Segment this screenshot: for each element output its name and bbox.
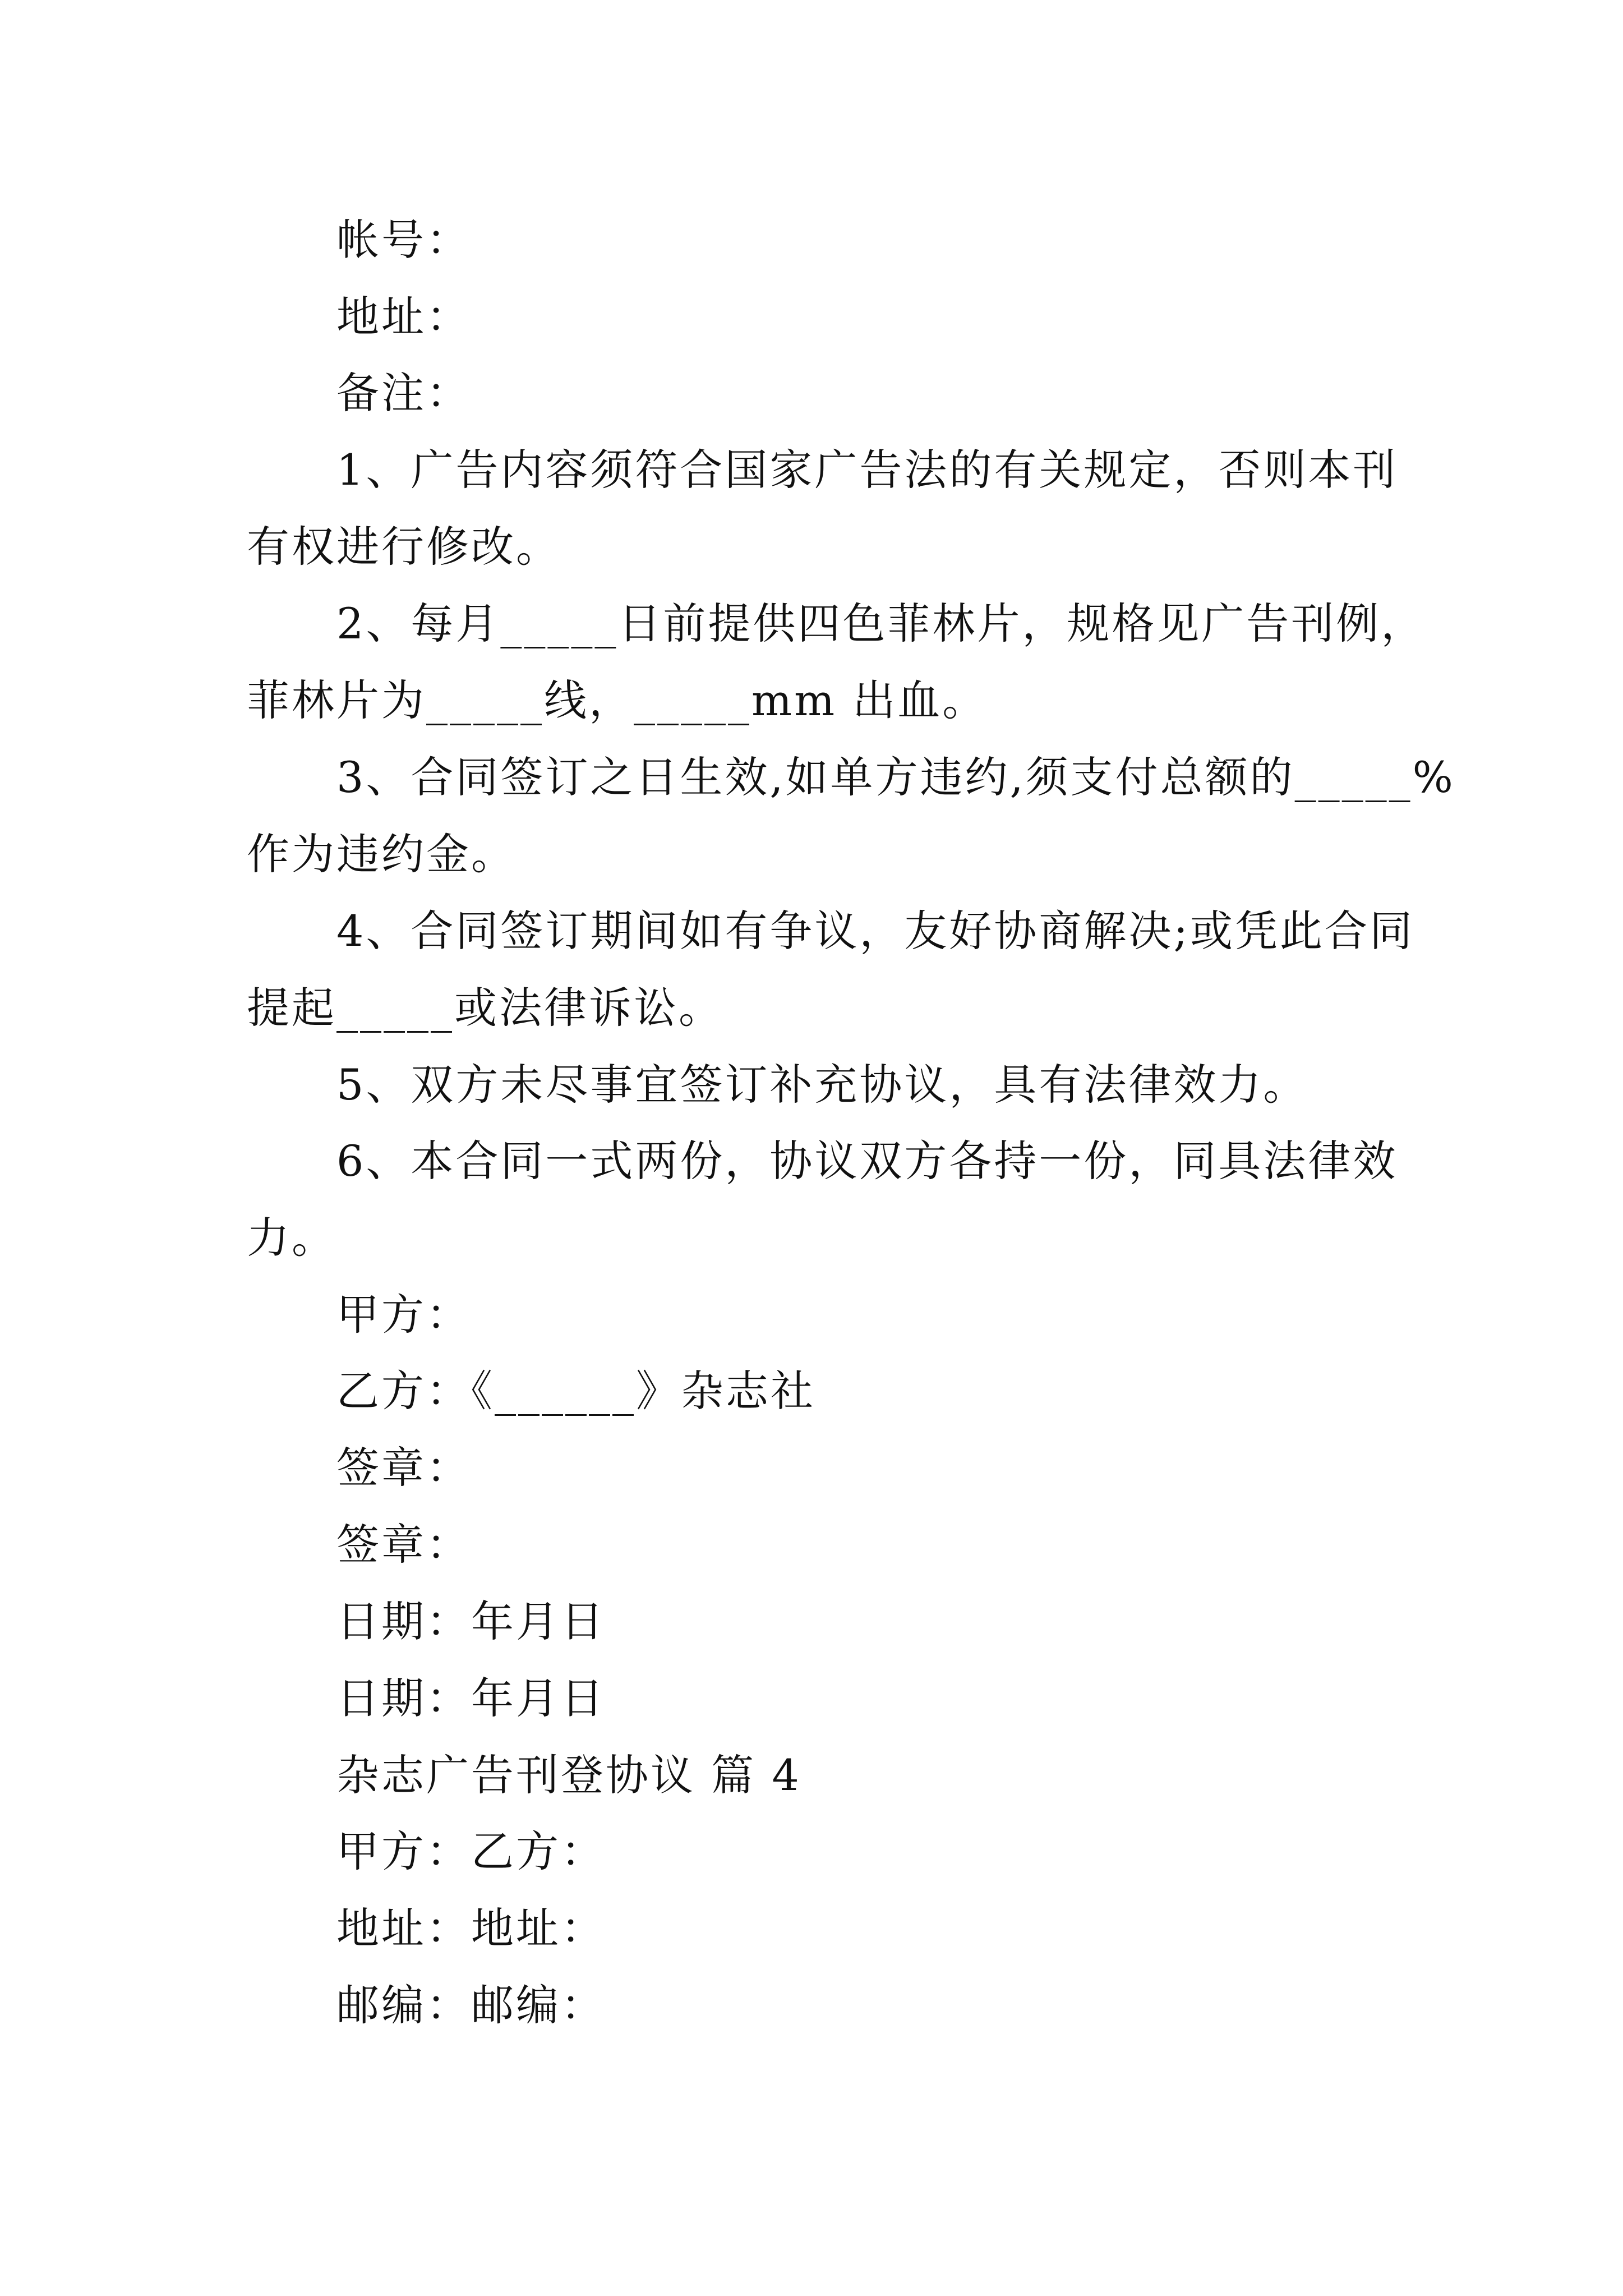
clause-2-line-1: 2、每月_____日前提供四色菲林片，规格见广告刊例，: [336, 599, 1426, 648]
clause-4-line-1: 4、合同签订期间如有争议，友好协商解决;或凭此合同: [336, 906, 1414, 956]
date-line-b: 日期：年月日: [336, 1673, 606, 1723]
clause-2-line-2: 菲林片为_____线，_____mm 出血。: [247, 675, 988, 725]
date-line-a: 日期：年月日: [336, 1596, 606, 1646]
clause-1-line-1: 1、广告内容须符合国家广告法的有关规定，否则本刊: [336, 445, 1398, 495]
section-heading: 杂志广告刊登协议 篇 4: [336, 1750, 801, 1800]
clause-3-line-1: 3、合同签订之日生效,如单方违约,须支付总额的_____%: [336, 752, 1455, 802]
addresses-line: 地址：地址：: [336, 1903, 606, 1953]
clause-3-line-2: 作为违约金。: [247, 829, 516, 879]
clause-4-line-2: 提起_____或法律诉讼。: [247, 983, 723, 1033]
parties-line: 甲方：乙方：: [336, 1826, 606, 1876]
remarks-line: 备注：: [336, 368, 471, 418]
seal-line-b: 签章：: [336, 1520, 471, 1570]
clause-5-line: 5、双方未尽事宜签订补充协议，具有法律效力。: [336, 1060, 1308, 1110]
party-b-line: 乙方：《______》杂志社: [336, 1366, 815, 1416]
postcodes-line: 邮编：邮编：: [336, 1980, 606, 2030]
clause-1-line-2: 有权进行修改。: [247, 522, 561, 572]
seal-line-a: 签章：: [336, 1443, 471, 1493]
clause-6-line-2: 力。: [247, 1213, 336, 1263]
address-line: 地址：: [336, 292, 471, 342]
clause-6-line-1: 6、本合同一式两份，协议双方各持一份，同具法律效: [336, 1136, 1398, 1186]
party-a-line: 甲方：: [336, 1290, 471, 1340]
account-line: 帐号：: [336, 215, 471, 265]
